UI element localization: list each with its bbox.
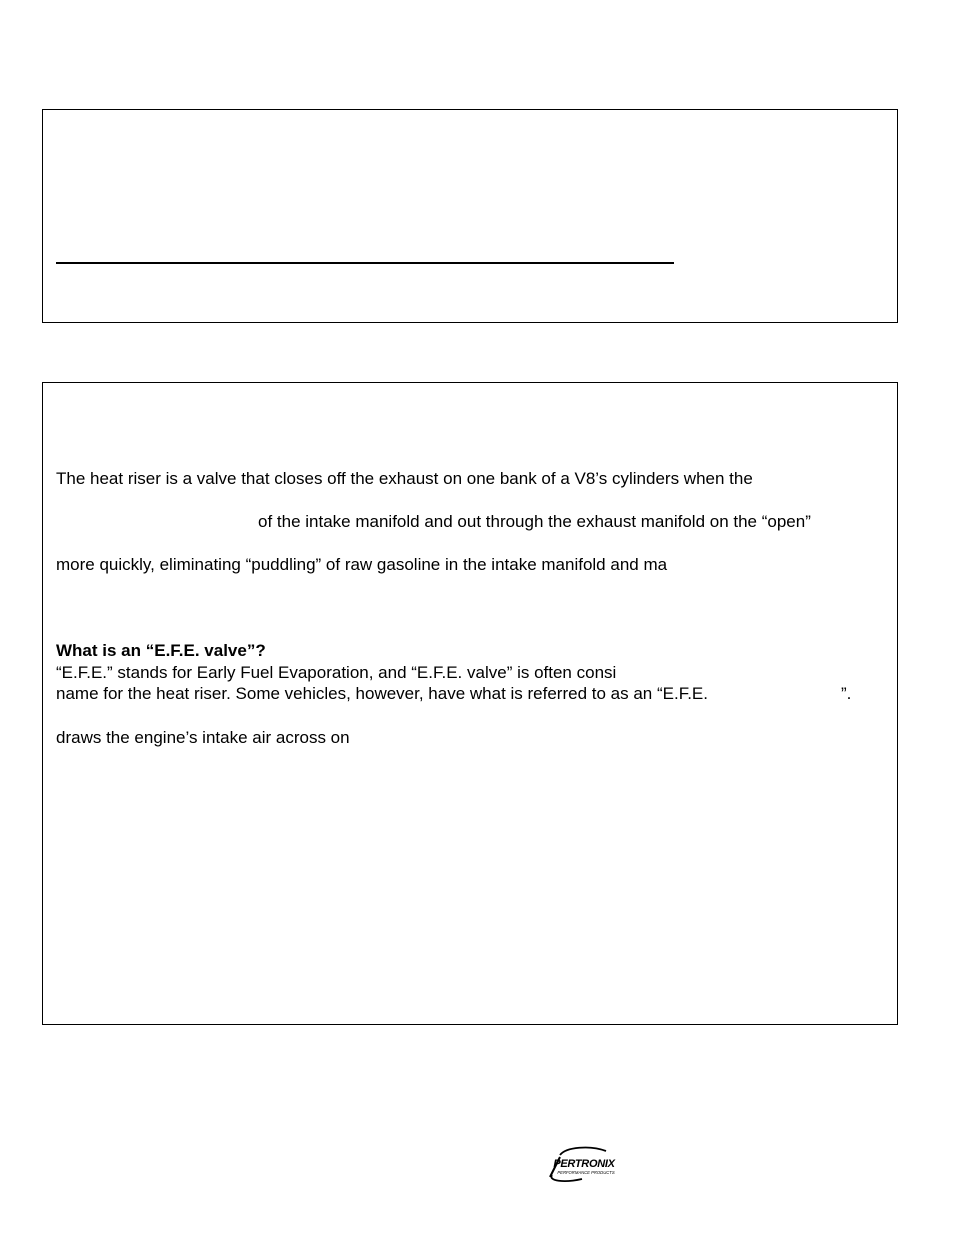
efe-line-2-end: ”. [841,684,852,703]
pertronix-logo [546,1145,622,1183]
efe-line-3: draws the engine’s intake air across on [56,728,350,747]
logo-wordmark: PERTRONIX [553,1158,615,1170]
top-frame [42,109,898,323]
heat-riser-line-3: more quickly, eliminating “puddling” of raw gasoline in the intake manifold and ma [56,555,668,574]
logo-subtext: PERFORMANCE PRODUCTS [557,1170,615,1175]
efe-line-2: name for the heat riser. Some vehicles, however, have what is referred to as an “E.F.E. [56,684,708,703]
efe-line-1: “E.F.E.” stands for Early Fuel Evaporation, and “E.F.E. valve” is often consi [56,663,617,682]
signature-line [56,262,674,264]
heat-riser-line-1: The heat riser is a valve that closes off the exhaust on one bank of a V8’s cylinders when the [56,469,753,488]
efe-heading: What is an “E.F.E. valve”? [56,641,266,660]
heat-riser-line-2: of the intake manifold and out through the exhaust manifold on the “open” [258,512,811,531]
